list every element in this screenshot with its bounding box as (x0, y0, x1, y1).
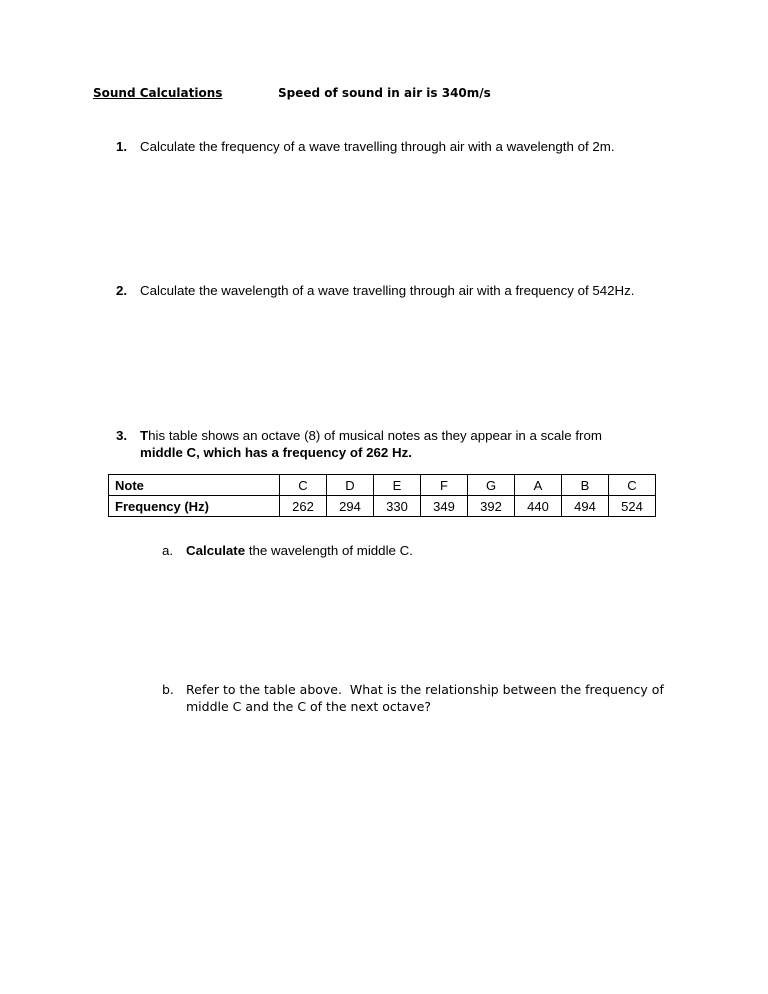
question-2-number: 2. (116, 283, 128, 298)
note-cell: C (609, 475, 656, 496)
frequency-cell: 392 (468, 496, 515, 517)
table-row-frequencies (109, 496, 656, 517)
sub-question-b-line1: Refer to the table above. What is the relationship between the frequency of (186, 682, 664, 697)
question-3-line1 (140, 427, 602, 444)
worksheet-title: Sound Calculations (93, 86, 223, 100)
table-row-notes (109, 475, 656, 496)
question-1-number: 1. (116, 139, 128, 154)
sub-question-a-rest: the wavelength of middle C. (245, 543, 413, 558)
frequency-cell: 262 (280, 496, 327, 517)
note-cell: A (515, 475, 562, 496)
notes-frequency-table (108, 474, 656, 517)
note-cell: F (421, 475, 468, 496)
question-3-line1-rest: his table shows an octave (8) of musical notes as they appear in a scale from (148, 428, 602, 443)
question-1-text: Calculate the frequency of a wave travelling through air with a wavelength of 2m. (140, 139, 615, 154)
frequency-cell: 330 (374, 496, 421, 517)
sub-question-b-line2: middle C and the C of the next octave? (186, 699, 432, 714)
frequency-cell: 494 (562, 496, 609, 517)
row-label-note: Note (109, 475, 280, 496)
sub-question-a-letter: a. (162, 543, 174, 558)
frequency-cell: 294 (327, 496, 374, 517)
sub-question-b-letter: b. (162, 682, 174, 697)
note-cell: C (280, 475, 327, 496)
frequency-cell: 524 (609, 496, 656, 517)
question-2-text: Calculate the wavelength of a wave travelling through air with a frequency of 542Hz. (140, 283, 635, 298)
frequency-cell: 440 (515, 496, 562, 517)
sub-question-a-text (186, 542, 413, 559)
note-cell: G (468, 475, 515, 496)
note-cell: B (562, 475, 609, 496)
note-cell: E (374, 475, 421, 496)
note-cell: D (327, 475, 374, 496)
frequency-cell: 349 (421, 496, 468, 517)
question-3-first-letter: T (140, 428, 149, 443)
speed-of-sound-note: Speed of sound in air is 340m/s (278, 86, 491, 100)
question-3-line2: middle C, which has a frequency of 262 Hz. (140, 445, 412, 460)
row-label-frequency: Frequency (Hz) (109, 496, 280, 517)
question-3-number: 3. (116, 428, 128, 443)
sub-question-a-bold-word: Calculate (186, 543, 246, 558)
